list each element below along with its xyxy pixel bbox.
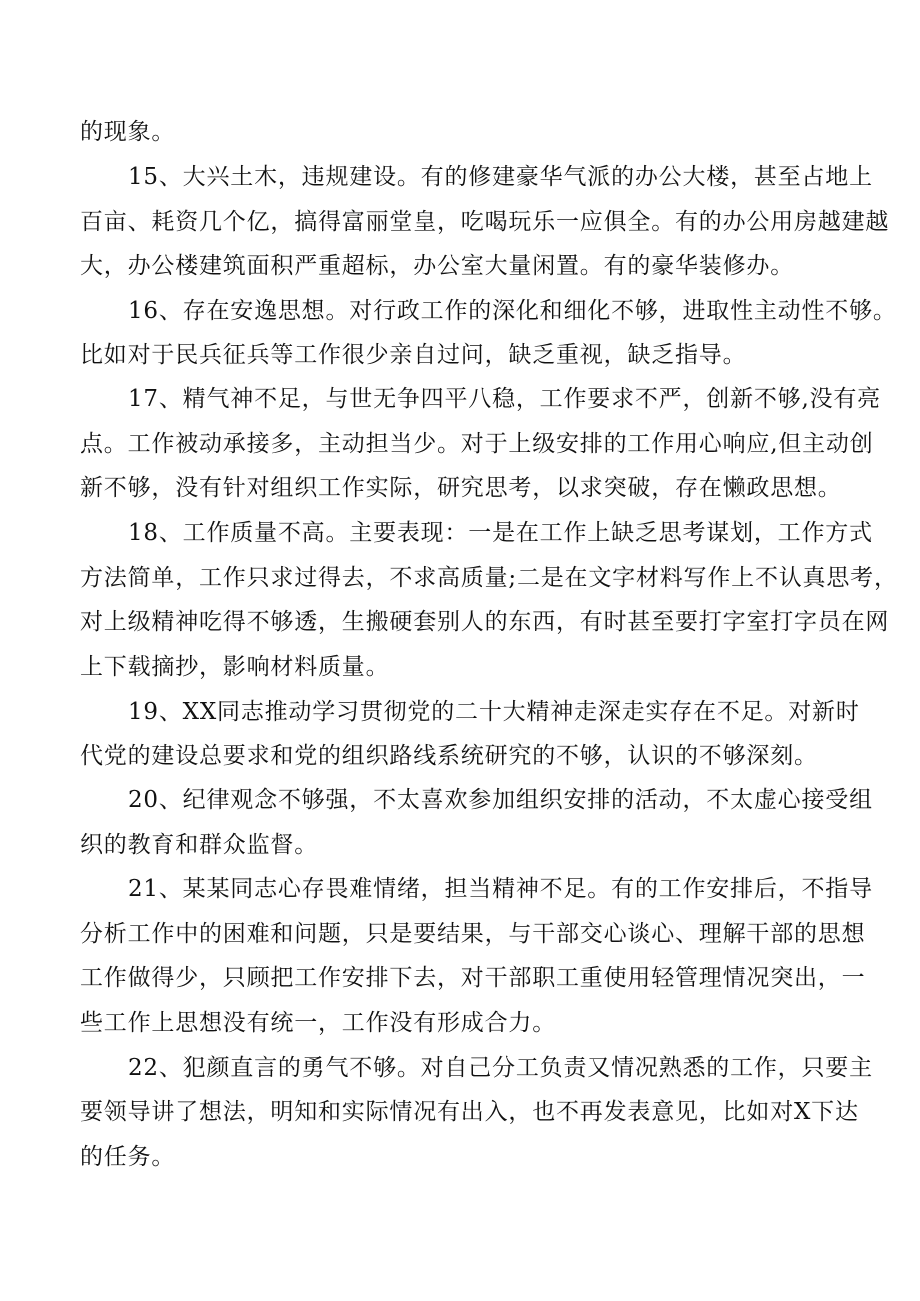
item-19-heading-line: 19、XX同志推动学习贯彻党的二十大精神走深走实存在不足。对新时 [128, 699, 860, 725]
item-15-heading-line: 15、大兴土木，违规建设。有的修建豪华气派的办公大楼，甚至占地上 [128, 164, 873, 190]
item-20-heading-line: 20、纪律观念不够强，不太喜欢参加组织安排的活动，不太虚心接受组 [128, 787, 873, 813]
item-22-heading-line: 22、犯颜直言的勇气不够。对自己分工负责又情况熟悉的工作，只要主 [128, 1055, 873, 1081]
text-line: 的任务。 [80, 1144, 176, 1170]
item-21-heading-line: 21、某某同志心存畏难情绪，担当精神不足。有的工作安排后，不指导 [128, 876, 873, 902]
text-line: 工作做得少，只顾把工作安排下去，对干部职工重使用轻管理情况突出，一 [80, 965, 866, 991]
text-line: 点。工作被动承接多，主动担当少。对于上级安排的工作用心响应,但主动创 [80, 431, 874, 457]
text-line: 分析工作中的困难和问题，只是要结果，与干部交心谈心、理解干部的思想 [80, 921, 866, 947]
text-line: 代党的建设总要求和党的组织路线系统研究的不够，认识的不够深刻。 [80, 743, 818, 769]
text-line: 对上级精神吃得不够透，生搬硬套别人的东西，有时甚至要打字室打字员在网 [80, 609, 890, 635]
item-16-heading-line: 16、存在安逸思想。对行政工作的深化和细化不够，进取性主动性不够。 [128, 298, 897, 324]
text-line: 大，办公楼建筑面积严重超标，办公室大量闲置。有的豪华装修办。 [80, 253, 794, 279]
item-18-heading-line: 18、工作质量不高。主要表现：一是在工作上缺乏思考谋划，工作方式 [128, 520, 873, 546]
item-17-heading-line: 17、精气神不足，与世无争四平八稳，工作要求不严，创新不够,没有亮 [128, 386, 881, 412]
text-line: 织的教育和群众监督。 [80, 832, 318, 858]
text-line: 上下载摘抄，影响材料质量。 [80, 654, 390, 680]
text-line: 百亩、耗资几个亿，搞得富丽堂皇，吃喝玩乐一应俱全。有的办公用房越建越 [80, 209, 890, 235]
text-line: 新不够，没有针对组织工作实际，研究思考，以求突破，存在懒政思想。 [80, 475, 842, 501]
text-line: 比如对于民兵征兵等工作很少亲自过问，缺乏重视，缺乏指导。 [80, 342, 747, 368]
text-line: 方法简单，工作只求过得去，不求高质量;二是在文字材料写作上不认真思考， [80, 565, 898, 591]
text-line: 的现象。 [80, 119, 176, 145]
text-line: 些工作上思想没有统一，工作没有形成合力。 [80, 1010, 556, 1036]
text-line: 要领导讲了想法，明知和实际情况有出入，也不再发表意见，比如对X下达 [80, 1099, 859, 1125]
